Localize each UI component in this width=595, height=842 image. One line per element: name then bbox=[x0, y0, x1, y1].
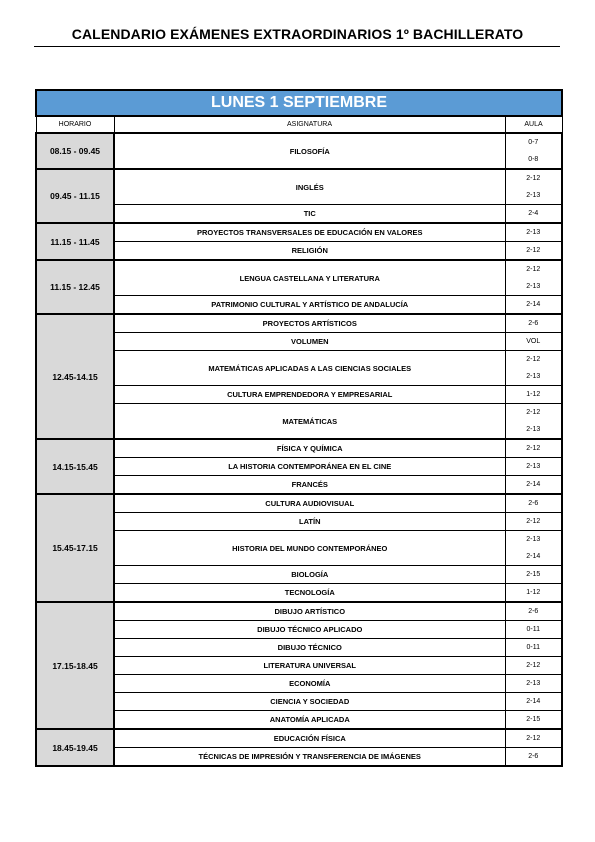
time-slot: 11.15 - 12.45 bbox=[36, 260, 114, 314]
room-code: 2-14 bbox=[526, 481, 541, 488]
room-code: 2-12 bbox=[526, 356, 541, 363]
room-code: 0-11 bbox=[526, 626, 540, 633]
room-cell bbox=[505, 314, 562, 333]
room-cell bbox=[505, 531, 562, 566]
room-cell bbox=[505, 711, 562, 730]
subject-name: TIC bbox=[114, 205, 505, 224]
column-header-aula: AULA bbox=[505, 116, 562, 133]
room-code: 2-14 bbox=[526, 698, 541, 705]
room-code: 2-12 bbox=[526, 445, 541, 452]
subject-name: DIBUJO ARTÍSTICO bbox=[114, 602, 505, 621]
subject-name: DIBUJO TÉCNICO bbox=[114, 639, 505, 657]
room-code: 2-6 bbox=[528, 753, 539, 760]
room-code: 2-15 bbox=[526, 716, 541, 723]
schedule-row bbox=[36, 711, 562, 730]
room-cell bbox=[505, 729, 562, 748]
schedule-row bbox=[36, 639, 562, 657]
time-slot: 12.45-14.15 bbox=[36, 314, 114, 439]
subject-name: BIOLOGÍA bbox=[114, 566, 505, 584]
time-slot: 18.45-19.45 bbox=[36, 729, 114, 766]
title-underline bbox=[34, 46, 560, 47]
room-code: 2-12 bbox=[526, 266, 541, 273]
schedule-row bbox=[36, 476, 562, 495]
room-code: 2-13 bbox=[526, 283, 541, 290]
room-code: 2-6 bbox=[528, 500, 539, 507]
room-cell bbox=[505, 351, 562, 386]
room-code: 2-13 bbox=[526, 192, 541, 199]
schedule-row bbox=[36, 748, 562, 767]
schedule-row bbox=[36, 333, 562, 351]
schedule-row bbox=[36, 602, 562, 621]
time-slot: 09.45 - 11.15 bbox=[36, 169, 114, 223]
schedule-row bbox=[36, 169, 562, 205]
subject-name: HISTORIA DEL MUNDO CONTEMPORÁNEO bbox=[114, 531, 505, 566]
schedule-row bbox=[36, 458, 562, 476]
column-header-asignatura: ASIGNATURA bbox=[114, 116, 505, 133]
room-cell bbox=[505, 476, 562, 495]
subject-name: CULTURA EMPRENDEDORA Y EMPRESARIAL bbox=[114, 386, 505, 404]
subject-name: LA HISTORIA CONTEMPORÁNEA EN EL CINE bbox=[114, 458, 505, 476]
room-cell bbox=[505, 693, 562, 711]
room-code: 2-12 bbox=[526, 247, 541, 254]
subject-name: RELIGIÓN bbox=[114, 242, 505, 261]
room-code: 2-12 bbox=[526, 518, 541, 525]
room-code: 2-12 bbox=[526, 175, 541, 182]
room-code: 2-6 bbox=[528, 608, 539, 615]
schedule-row bbox=[36, 242, 562, 261]
subject-name: TÉCNICAS DE IMPRESIÓN Y TRANSFERENCIA DE IMÁGENES bbox=[114, 748, 505, 767]
schedule-row bbox=[36, 296, 562, 315]
schedule-row bbox=[36, 223, 562, 242]
schedule-row bbox=[36, 657, 562, 675]
room-code: 2-12 bbox=[526, 409, 541, 416]
room-cell bbox=[505, 296, 562, 315]
room-code: 2-13 bbox=[526, 463, 541, 470]
room-cell bbox=[505, 333, 562, 351]
column-header-row bbox=[36, 116, 562, 133]
subject-name: PROYECTOS TRANSVERSALES DE EDUCACIÓN EN VALORES bbox=[114, 223, 505, 242]
subject-name: CULTURA AUDIOVISUAL bbox=[114, 494, 505, 513]
room-cell bbox=[505, 242, 562, 261]
room-code: 1-12 bbox=[526, 391, 541, 398]
room-code: 2-13 bbox=[526, 373, 541, 380]
schedule-row bbox=[36, 513, 562, 531]
schedule-row bbox=[36, 404, 562, 440]
time-slot: 11.15 - 11.45 bbox=[36, 223, 114, 260]
subject-name: ECONOMÍA bbox=[114, 675, 505, 693]
subject-name: CIENCIA Y SOCIEDAD bbox=[114, 693, 505, 711]
time-slot: 14.15-15.45 bbox=[36, 439, 114, 494]
schedule-row bbox=[36, 729, 562, 748]
room-cell bbox=[505, 458, 562, 476]
room-cell bbox=[505, 223, 562, 242]
subject-name: LATÍN bbox=[114, 513, 505, 531]
subject-name: FILOSOFÍA bbox=[114, 133, 505, 169]
room-code: 2-12 bbox=[526, 735, 541, 742]
schedule-row bbox=[36, 386, 562, 404]
room-cell bbox=[505, 494, 562, 513]
subject-name: PATRIMONIO CULTURAL Y ARTÍSTICO DE ANDALUCÍA bbox=[114, 296, 505, 315]
room-code: 0-11 bbox=[526, 644, 540, 651]
room-cell bbox=[505, 513, 562, 531]
subject-name: DIBUJO TÉCNICO APLICADO bbox=[114, 621, 505, 639]
subject-name: LENGUA CASTELLANA Y LITERATURA bbox=[114, 260, 505, 296]
subject-name: INGLÉS bbox=[114, 169, 505, 205]
schedule-row bbox=[36, 621, 562, 639]
schedule-row bbox=[36, 675, 562, 693]
room-code: 0-7 bbox=[528, 139, 539, 146]
subject-name: TECNOLOGÍA bbox=[114, 584, 505, 603]
room-code: 2-13 bbox=[526, 536, 541, 543]
schedule-row bbox=[36, 439, 562, 458]
room-cell bbox=[505, 657, 562, 675]
subject-name: FÍSICA Y QUÍMICA bbox=[114, 439, 505, 458]
room-code: 2-13 bbox=[526, 426, 541, 433]
room-cell bbox=[505, 260, 562, 296]
schedule-row bbox=[36, 260, 562, 296]
room-cell bbox=[505, 566, 562, 584]
subject-name: EDUCACIÓN FÍSICA bbox=[114, 729, 505, 748]
time-slot: 08.15 - 09.45 bbox=[36, 133, 114, 169]
room-cell bbox=[505, 386, 562, 404]
subject-name: MATEMÁTICAS bbox=[114, 404, 505, 440]
room-code: 0-8 bbox=[528, 156, 539, 163]
document-title: CALENDARIO EXÁMENES EXTRAORDINARIOS 1º BACHILLERATO bbox=[71, 26, 524, 42]
room-cell bbox=[505, 404, 562, 440]
room-code: 2-4 bbox=[528, 210, 539, 217]
room-code: VOL bbox=[526, 338, 541, 345]
exam-schedule-table bbox=[35, 89, 563, 767]
subject-name: LITERATURA UNIVERSAL bbox=[114, 657, 505, 675]
room-code: 2-15 bbox=[526, 571, 541, 578]
schedule-row bbox=[36, 351, 562, 386]
subject-name: ANATOMÍA APLICADA bbox=[114, 711, 505, 730]
room-cell bbox=[505, 621, 562, 639]
schedule-row bbox=[36, 205, 562, 224]
column-header-horario: HORARIO bbox=[36, 116, 114, 133]
subject-name: MATEMÁTICAS APLICADAS A LAS CIENCIAS SOCIALES bbox=[114, 351, 505, 386]
subject-name: PROYECTOS ARTÍSTICOS bbox=[114, 314, 505, 333]
schedule-row bbox=[36, 584, 562, 603]
time-slot: 15.45-17.15 bbox=[36, 494, 114, 602]
subject-name: FRANCÉS bbox=[114, 476, 505, 495]
subject-name: VOLUMEN bbox=[114, 333, 505, 351]
room-cell bbox=[505, 602, 562, 621]
room-code: 2-13 bbox=[526, 680, 541, 687]
room-code: 2-13 bbox=[526, 229, 541, 236]
room-code: 2-6 bbox=[528, 320, 539, 327]
room-code: 2-14 bbox=[526, 301, 541, 308]
schedule-row bbox=[36, 531, 562, 566]
day-header: LUNES 1 SEPTIEMBRE bbox=[36, 90, 562, 116]
schedule-row bbox=[36, 494, 562, 513]
schedule-row bbox=[36, 314, 562, 333]
room-cell bbox=[505, 133, 562, 169]
room-cell bbox=[505, 439, 562, 458]
room-cell bbox=[505, 169, 562, 205]
schedule-row bbox=[36, 566, 562, 584]
room-cell bbox=[505, 675, 562, 693]
room-cell bbox=[505, 748, 562, 767]
room-code: 1-12 bbox=[526, 589, 541, 596]
room-cell bbox=[505, 639, 562, 657]
room-cell bbox=[505, 584, 562, 603]
room-cell bbox=[505, 205, 562, 224]
room-code: 2-12 bbox=[526, 662, 541, 669]
schedule-row bbox=[36, 133, 562, 169]
room-code: 2-14 bbox=[526, 553, 541, 560]
schedule-row bbox=[36, 693, 562, 711]
time-slot: 17.15-18.45 bbox=[36, 602, 114, 729]
